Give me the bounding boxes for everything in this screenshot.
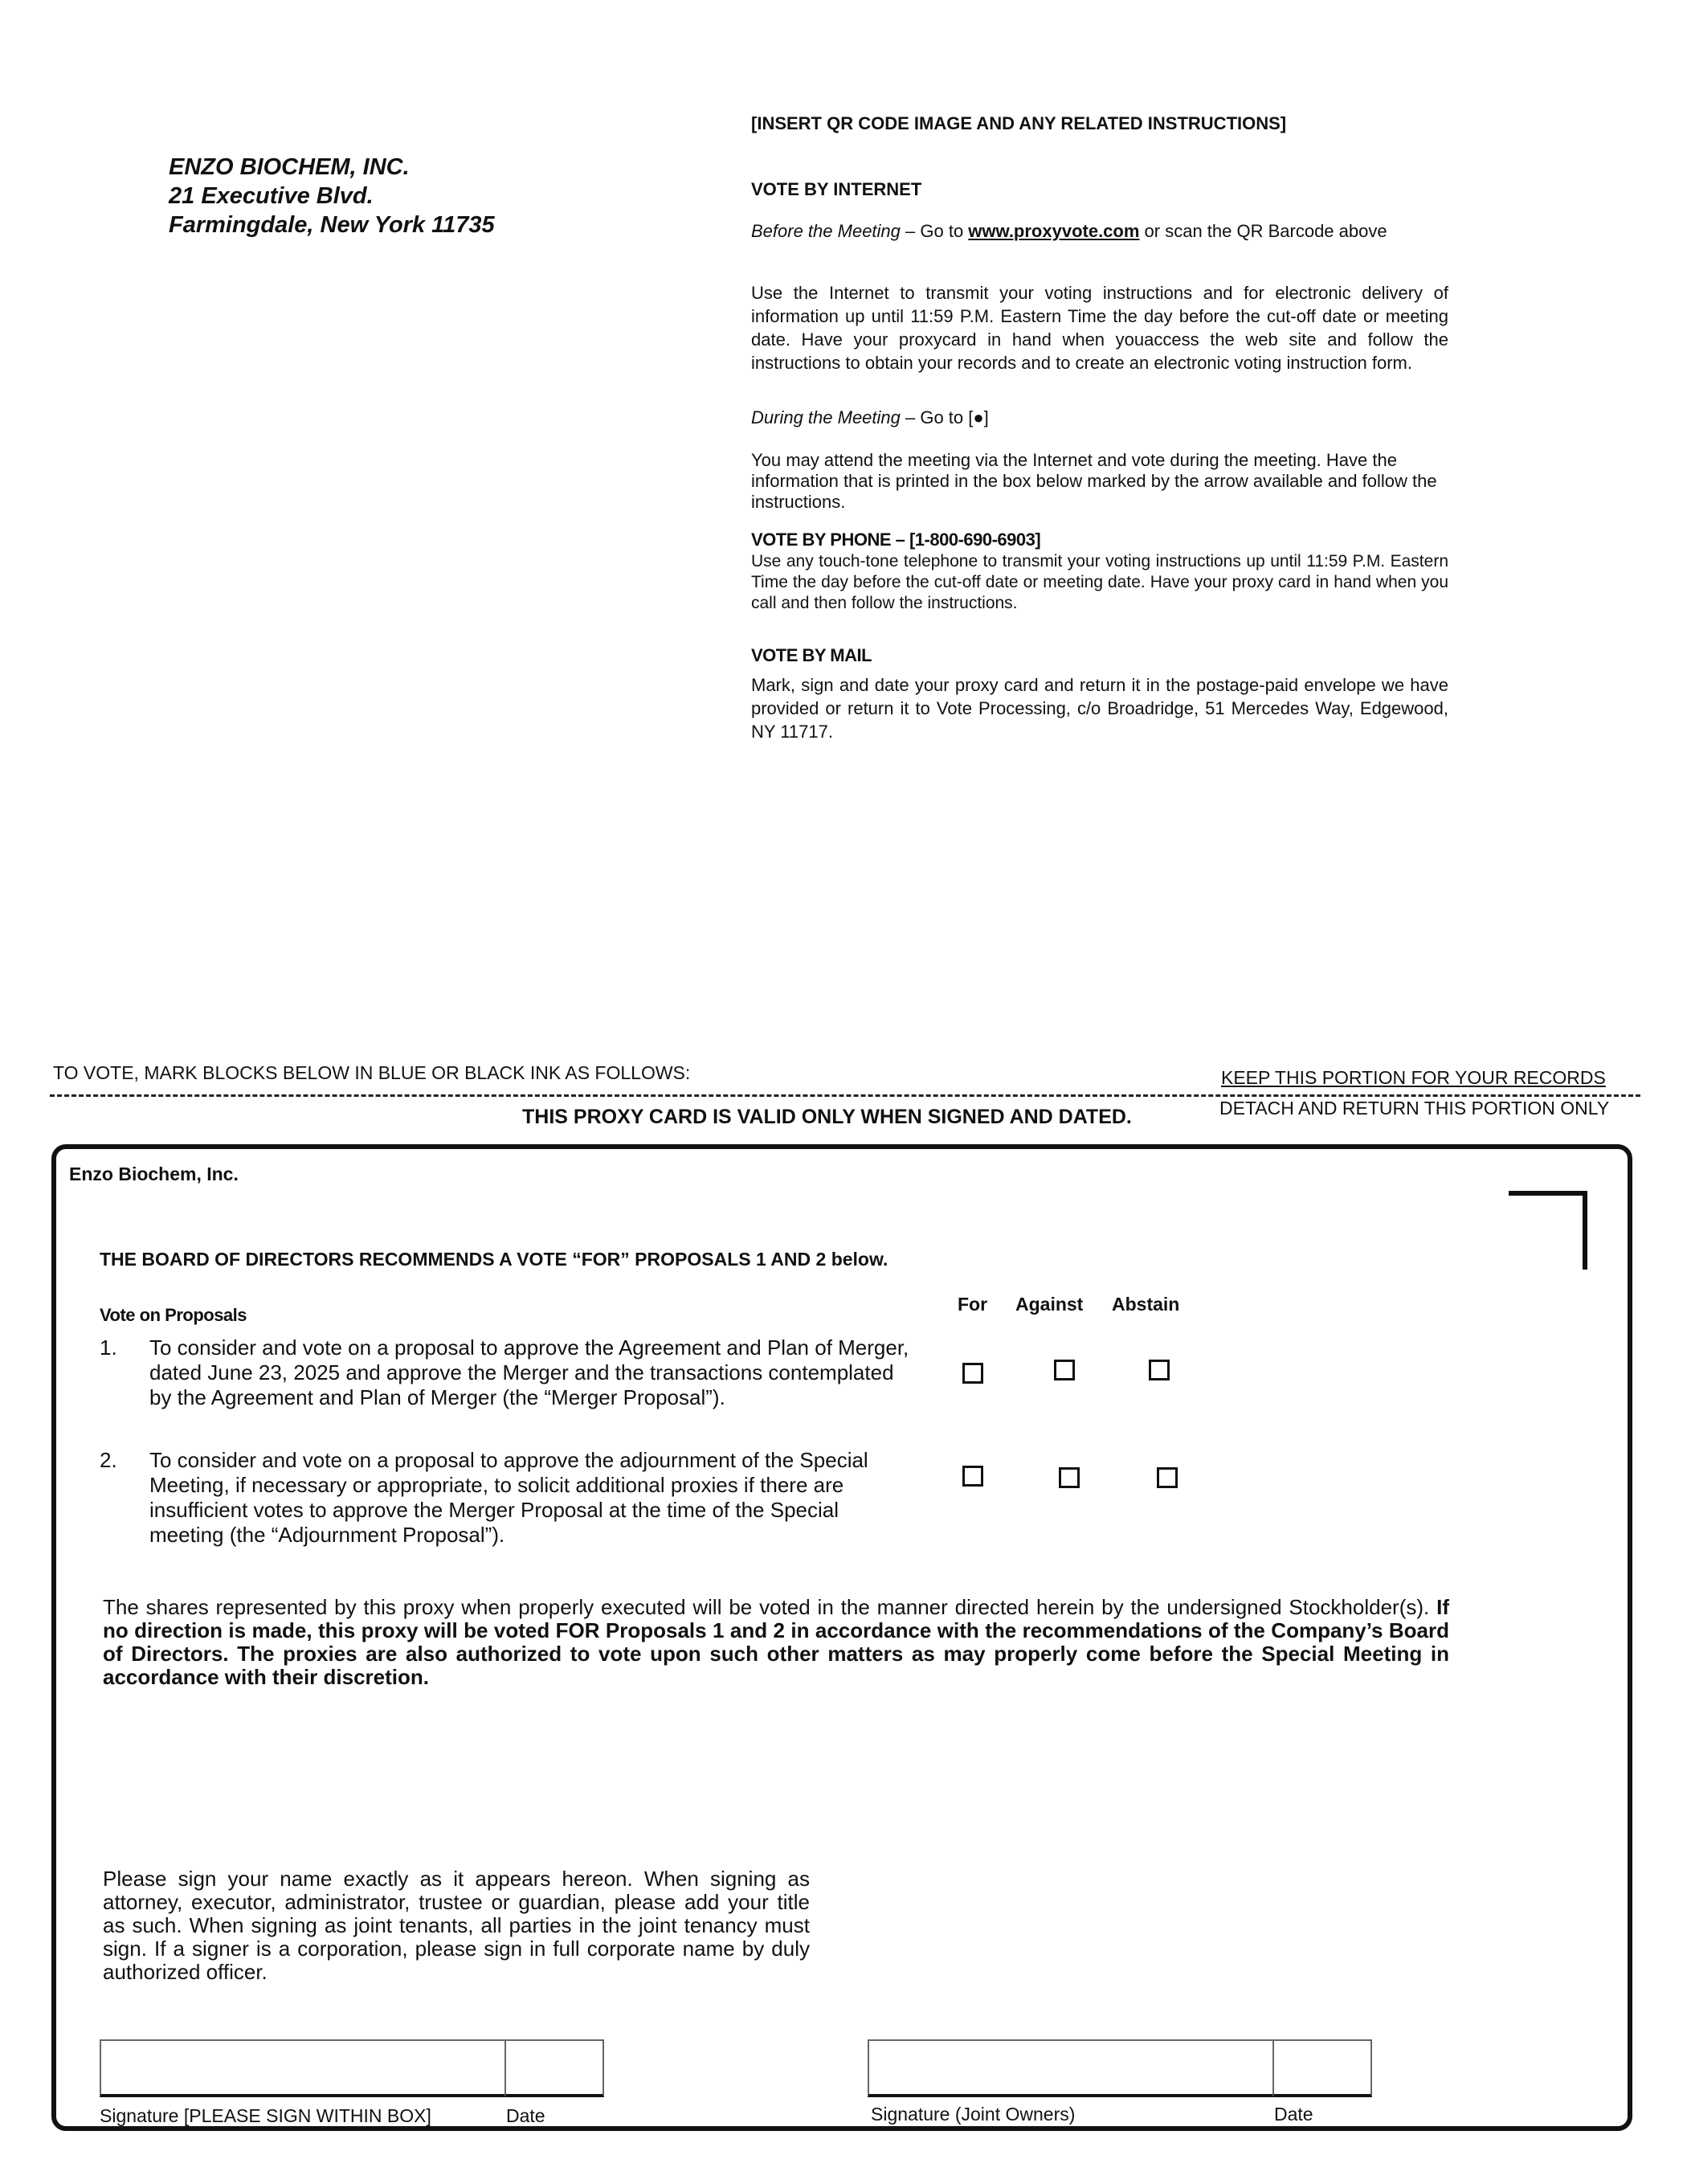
proposal-1-for-checkbox[interactable] [962,1363,983,1384]
during-meeting-rest: – Go to [●] [900,407,989,427]
vote-phone-body: Use any touch-tone telephone to transmit your voting instructions up until 11:59 P.M. Eastern Time the day before the cut-off date or meeting date. Have your proxy card in hand when you call and then follow the instructions. [751,552,1448,612]
date-box-joint[interactable] [1272,2039,1372,2097]
card-company-name: Enzo Biochem, Inc. [69,1164,239,1184]
valid-notice: THIS PROXY CARD IS VALID ONLY WHEN SIGNED AND DATED. [522,1106,1132,1128]
internet-body: Use the Internet to transmit your voting instructions and for electronic delivery of information up until 11:59 P.M. Eastern Time the day before the cut-off date or meeting date. Have your proxycard in hand when youaccess the web site and follow the instructions to obtain your records and to create an electronic voting instruction form. [751,283,1448,373]
during-meeting-text [751,407,1448,429]
vote-mail-heading: VOTE BY MAIL [751,645,872,665]
date-primary-label: Date [506,2105,545,2126]
date-joint-label: Date [1274,2104,1313,2125]
proposal-2-against-checkbox[interactable] [1059,1467,1080,1488]
signature-box-primary[interactable] [100,2039,506,2097]
proposal-2-for-checkbox[interactable] [962,1466,983,1487]
proposal-2-text: To consider and vote on a proposal to approve the adjournment of the Special Meeting, if necessary or appropriate, to solicit additional proxies if there are insufficient votes to approve the Merger Proposal at the time of the Special meeting (the “Adjournment Proposal”). [149,1448,868,1547]
detach-line [50,1094,1640,1097]
for-column-header: For [958,1294,988,1315]
proposal-1-abstain-checkbox[interactable] [1149,1360,1170,1380]
company-name: ENZO BIOCHEM, INC. [169,154,410,180]
board-recommendation: THE BOARD OF DIRECTORS RECOMMENDS A VOTE “FOR” PROPOSALS 1 AND 2 below. [100,1249,888,1270]
signing-instructions: Please sign your name exactly as it appears hereon. When signing as attorney, executor, administrator, trustee or guardian, please add your title as such. When signing as joint tenants, all parties in the joint tenancy must sign. If a signer is a corporation, please sign in full corporate name by duly authorized officer. [103,1867,810,1984]
corner-mark [1509,1191,1587,1270]
during-meeting-label: During the Meeting [751,407,901,427]
shares-statement [103,1596,1449,1689]
proposal-2-abstain-checkbox[interactable] [1157,1467,1178,1488]
shares-statement-plain: The shares represented by this proxy when properly executed will be voted in the manner directed herein by the undersigned Stockholder(s). [103,1595,1430,1619]
before-meeting-label: Before the Meeting [751,221,901,241]
vote-phone-heading: VOTE BY PHONE – [1-800-690-6903] [751,530,1041,550]
vote-internet-heading: VOTE BY INTERNET [751,179,922,199]
vote-mail-body: Mark, sign and date your proxy card and return it in the postage-paid envelope we have provided or return it to Vote Processing, c/o Broadridge, 51 Mercedes Way, Edgewood, NY 11717. [751,675,1448,742]
vote-on-proposals-heading: Vote on Proposals [100,1305,247,1325]
street-address: 21 Executive Blvd. [169,183,374,209]
shares-statement-bold: If no direction is made, this proxy will be voted FOR Proposals 1 and 2 in accordance with the recommendations of the Company’s Board of Directors. The proxies are also authorized to vote upon such other matters as may properly come before the Special Meeting in accordance with their discretion. [103,1595,1449,1689]
proxyvote-link[interactable]: www.proxyvote.com [968,221,1140,241]
against-column-header: Against [1015,1294,1084,1315]
during-meeting-body: You may attend the meeting via the Internet and vote during the meeting. Have the information that is printed in the box below marked by the arrow available and follow the instructions. [751,450,1437,512]
signature-box-joint[interactable] [868,2039,1274,2097]
signature-joint-label: Signature (Joint Owners) [871,2104,1076,2125]
qr-placeholder: [INSERT QR CODE IMAGE AND ANY RELATED INSTRUCTIONS] [751,113,1287,133]
city-state-zip: Farmingdale, New York 11735 [169,212,495,238]
abstain-column-header: Abstain [1112,1294,1180,1315]
before-meeting-rest: or scan the QR Barcode above [1139,221,1387,241]
proposal-1-against-checkbox[interactable] [1054,1360,1075,1380]
before-meeting-sep: – Go to [900,221,969,241]
before-meeting-text [751,220,1448,243]
date-box-primary[interactable] [504,2039,604,2097]
keep-portion-label: KEEP THIS PORTION FOR YOUR RECORDS [1221,1067,1606,1088]
proposal-1-number: 1. [100,1335,117,1360]
return-address [169,153,495,239]
proposal-2-number: 2. [100,1448,117,1472]
proposal-1-text: To consider and vote on a proposal to approve the Agreement and Plan of Merger, dated June 23, 2025 and approve the Merger and the transactions contemplated by the Agreement and Plan of Merger (the “Merger Proposal”). [149,1335,909,1409]
mark-instruction: TO VOTE, MARK BLOCKS BELOW IN BLUE OR BLACK INK AS FOLLOWS: [53,1062,691,1083]
detach-return-label: DETACH AND RETURN THIS PORTION ONLY [1219,1098,1610,1119]
signature-primary-label: Signature [PLEASE SIGN WITHIN BOX] [100,2105,431,2126]
